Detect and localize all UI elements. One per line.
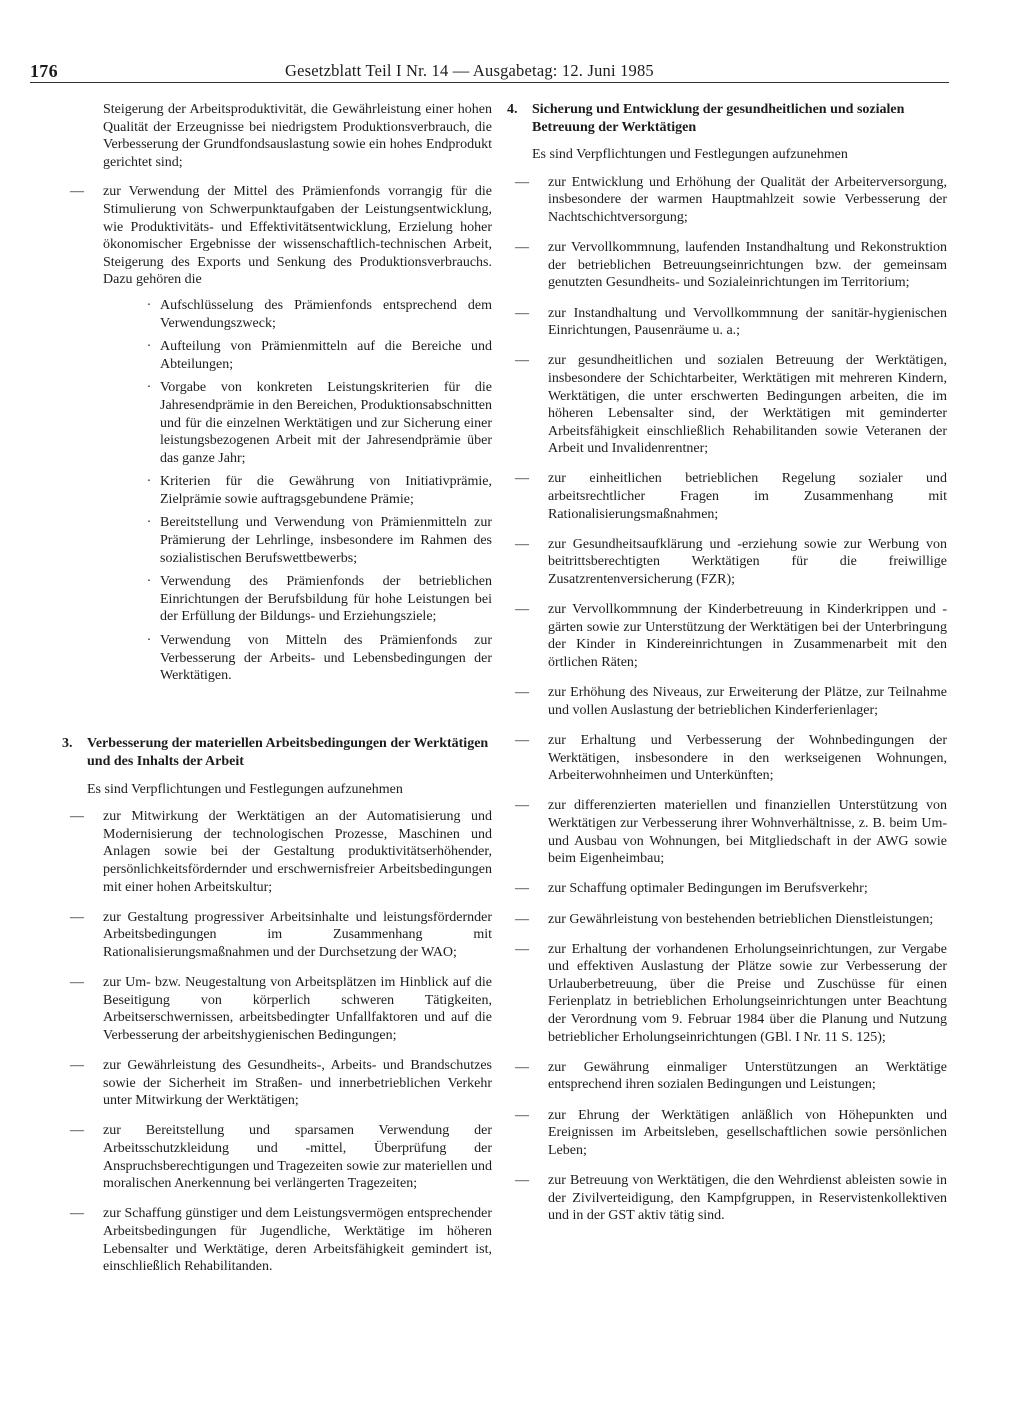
dash-marker: — — [70, 1206, 84, 1222]
section-3-heading — [62, 735, 492, 770]
list-item-text: zur Instandhaltung und Vervollkommnung der sanitär-hygienischen Einrichtungen, Pausenräume u. a.; — [548, 305, 947, 339]
bullet-marker: · — [146, 339, 152, 355]
sublist-item — [103, 338, 492, 373]
list-item-text: zur Betreuung von Werktätigen, die den Wehrdienst ableisten sowie in der Zivilverteidigung, den Kampfgruppen, in Reservistenkollektiven und in der GST aktiv tätig sind. — [548, 1173, 947, 1224]
dash-marker: — — [515, 1173, 529, 1188]
list-item — [507, 536, 947, 589]
opening-paragraph: Steigerung der Arbeitsproduktivität, die Gewährleistung einer hohen Qualität der Erzeugnisse bei niedrigstem Produktionsverbrauch, die Verbesserung der Grundfondsauslastung sowie ein hohes Endprodukt gerichtet sind; — [103, 102, 492, 170]
section-number: 3. — [62, 736, 73, 752]
bullet-marker: · — [146, 633, 152, 649]
list-item-text: zur Gestaltung progressiver Arbeitsinhalte und leistungsfördernder Arbeitsbedingungen im Zusammenhang mit Rationalisierungsmaßnahmen und der Durchsetzung der WAO; — [103, 909, 492, 960]
list-item — [507, 1059, 947, 1094]
header-rule — [30, 82, 949, 83]
dash-marker: — — [515, 471, 529, 487]
sublist-item-text: Verwendung des Prämienfonds der betrieblichen Einrichtungen der Berufsbildung für hohe Leistungen bei der Erfüllung der Bildungs- und Erziehungsziele; — [160, 574, 492, 625]
list-item-text: zur Schaffung günstiger und dem Leistungsvermögen entsprechender Arbeitsbedingungen für Jugendliche, Werktätige im höheren Lebensalter und Werktätige, deren Arbeitsfähigkeit gemindert ist, einschließlich Rehabilitanden. — [103, 1206, 492, 1275]
list-item-text: zur Erhaltung und Verbesserung der Wohnbedingungen der Werktätigen, insbesondere in den werkseigenen Wohnungen, Arbeiterwohnheimen und Unterkünften; — [548, 732, 947, 784]
sublist-item-text: Verwendung von Mitteln des Prämienfonds zur Verbesserung der Arbeits- und Lebensbedingungen der Werktätigen. — [160, 633, 492, 684]
bullet-marker: · — [146, 574, 152, 590]
list-item-text: zur Erhöhung des Niveaus, zur Erweiterung der Plätze, zur Teilnahme und vollen Auslastung der betrieblichen Kinderferienlager; — [548, 685, 947, 718]
dash-marker: — — [515, 881, 529, 897]
list-item-text: zur einheitlichen betrieblichen Regelung sozialer und arbeitsrechtlicher Fragen im Zusammenhang mit Rationalisierungsmaßnahmen; — [548, 471, 947, 522]
dash-marker: — — [515, 1107, 529, 1123]
section-number: 4. — [507, 102, 518, 117]
list-item-text: zur Mitwirkung der Werktätigen an der Automatisierung und Modernisierung der technologischen Prozesse, Maschinen und Anlagen sowie bei der Gestaltung produktivitätserhöhender, persönlichkeitsfördernder und erschwernisfreier Arbeitsbedingungen mit einer hohen Arbeitskultur; — [103, 809, 492, 895]
dash-marker: — — [515, 240, 529, 256]
list-item — [507, 305, 947, 340]
bullet-marker: · — [146, 515, 152, 531]
sublist-item-text: Aufschlüsselung des Prämienfonds entsprechend dem Verwendungszweck; — [160, 297, 492, 331]
bonus-sublist — [103, 297, 492, 685]
list-item-text: zur Gewährleistung von bestehenden betrieblichen Dienstleistungen; — [548, 911, 934, 927]
sublist-item — [103, 514, 492, 567]
section-title: Verbesserung der materiellen Arbeitsbedingungen der Werktätigen und des Inhalts der Arbeit — [87, 736, 489, 769]
dash-marker: — — [70, 909, 84, 925]
list-item-text: zur Gewährleistung des Gesundheits-, Arbeits- und Brandschutzes sowie der Sicherheit im Straßen- und innerbetrieblichen Verkehr unter Mitwirkung der Werktätigen; — [103, 1058, 492, 1109]
sublist-item-text: Vorgabe von konkreten Leistungskriterien für die Jahresendprämie in den Bereichen, Produktionsabschnitten und für die einzelnen Werktätigen und zur Sicherung einer leistungsbezogenen Arbeit mit der Jahresendprämie über das ganze Jahr; — [160, 380, 492, 466]
dash-marker: — — [515, 685, 529, 701]
page-number: 176 — [30, 61, 58, 81]
sublist-item-text: Aufteilung von Prämienmitteln auf die Bereiche und Abteilungen; — [160, 339, 492, 372]
sublist-item — [103, 573, 492, 626]
dash-marker: — — [515, 174, 529, 190]
dash-marker: — — [515, 602, 529, 618]
list-item — [62, 909, 492, 962]
list-item-text: zur Ehrung der Werktätigen anläßlich von Höhepunkten und Ereignissen im Arbeitsleben, gesellschaftlichen sowie persönlichen Leben; — [548, 1107, 947, 1158]
sublist-item-text: Kriterien für die Gewährung von Initiativprämie, Zielprämie sowie auftragsgebundene Prämie; — [160, 474, 492, 507]
list-item-text: zur Vervollkommnung, laufenden Instandhaltung und Rekonstruktion der betrieblichen Betreuungseinrichtungen bzw. der gemeinsam genutzten Gesundheits- und Sozialeinrichtungen im Territorium; — [548, 240, 947, 291]
list-item-text: zur Vervollkommnung der Kinderbetreuung in Kinderkrippen und -gärten sowie zur Unterstützung der Werktätigen bei der Unterbringung der Kinder in Kindereinrichtungen in Zusammenarbeit mit den örtlichen Räten; — [548, 602, 947, 670]
dash-marker: — — [70, 809, 84, 825]
bullet-marker: · — [146, 380, 152, 396]
list-item — [507, 352, 947, 458]
list-item — [507, 684, 947, 719]
list-item — [507, 880, 947, 898]
dash-marker: — — [515, 353, 529, 369]
sublist-item-text: Bereitstellung und Verwendung von Prämienmitteln zur Prämierung der Lehrlinge, insbesondere im Rahmen des sozialistischen Berufswettbewerbs; — [160, 515, 492, 566]
list-item-text: zur differenzierten materiellen und finanziellen Unterstützung von Werktätigen zur Verbesserung ihrer Wohnverhältnisse, z. B. beim Um- und Ausbau von Wohnungen, bei Mitgliedschaft in der AWG sowie beim Eigenheimbau; — [548, 798, 947, 867]
dash-marker: — — [515, 536, 529, 552]
dash-marker: — — [70, 1058, 84, 1074]
list-item-text: zur Bereitstellung und sparsamen Verwendung der Arbeitsschutzkleidung und -mittel, Überprüfung der Anspruchsberechtigungen und Tragezeiten sowie zur materiellen und moralischen Anerkennung bei verlängerten Tragezeiten; — [103, 1123, 492, 1192]
list-item-text: zur Gesundheitsaufklärung und -erziehung sowie zur Werbung von beitrittsberechtigten Werktätigen für die freiwillige Zusatzrentenversicherung (FZR); — [548, 536, 947, 588]
dash-marker: — — [515, 732, 529, 748]
list-item-text: zur Entwicklung und Erhöhung der Qualität der Arbeiterversorgung, insbesondere der warmen Hauptmahlzeit sowie Verbesserung der Nachtschichtversorgung; — [548, 174, 947, 225]
dash-marker: — — [515, 305, 529, 321]
bullet-marker: · — [146, 474, 152, 490]
dash-marker: — — [70, 1123, 84, 1139]
section-4-intro: Es sind Verpflichtungen und Festlegungen aufzunehmen — [532, 147, 848, 163]
list-item-text: zur Um- bzw. Neugestaltung von Arbeitsplätzen im Hinblick auf die Beseitigung von körperlich schweren Tätigkeiten, Arbeitserschwernissen, arbeitsbedingter Unfallfaktoren und auf die Verbesserung der arbeitshygienischen Bedingungen; — [103, 975, 492, 1043]
dash-marker: — — [515, 798, 529, 814]
bullet-marker: · — [146, 297, 152, 313]
dash-marker: — — [70, 184, 84, 200]
list-item-text: zur gesundheitlichen und sozialen Betreuung der Werktätigen, insbesondere der Schichtarbeiter, Werktätigen mit mehreren Kindern, Werktätigen, die unter erschwerten Bedingungen arbeiten, die im höheren Lebensalter sind, der Werktätigen mit geminderter Arbeitsfähigkeit einschließlich Rehabilitanden sowie Veteranen der Arbeit und Invalidenrentner; — [548, 353, 947, 457]
list-item-text: zur Erhaltung der vorhandenen Erholungseinrichtungen, zur Vergabe und effektiven Auslastung der Plätze sowie zur Verbesserung der Urlauberbetreuung, über die Preise und Zuschüsse für einen Ferienplatz in betrieblichen Erholungseinrichtungen unter Beachtung der Verordnung vom 9. Februar 1984 über die Planung und Nutzung betrieblicher Erholungseinrichtungen (GBl. I Nr. 11 S. 125); — [548, 941, 947, 1045]
list-item — [507, 941, 947, 1047]
sublist-item — [103, 632, 492, 685]
dash-marker: — — [515, 941, 529, 957]
left-column — [62, 101, 492, 1288]
list-item — [507, 797, 947, 867]
dash-marker: — — [70, 975, 84, 991]
list-item — [62, 1122, 492, 1192]
section-title: Sicherung und Entwicklung der gesundheitlichen und sozialen Betreuung der Werktätigen — [532, 102, 905, 135]
list-item — [507, 1107, 947, 1160]
list-item — [507, 732, 947, 785]
list-item — [62, 183, 492, 684]
list-item — [507, 601, 947, 671]
list-item — [507, 470, 947, 523]
section-3-intro: Es sind Verpflichtungen und Festlegungen aufzunehmen — [87, 781, 403, 797]
list-item — [507, 239, 947, 292]
list-item — [507, 174, 947, 227]
list-item-text: zur Gewährung einmaliger Unterstützungen an Werktätige entsprechend ihren sozialen Bedingungen und Leistungen; — [548, 1059, 947, 1093]
running-header: Gesetzblatt Teil I Nr. 14 — Ausgabetag: 12. Juni 1985 — [285, 61, 654, 80]
list-item — [62, 974, 492, 1044]
section-4-heading — [507, 101, 947, 136]
list-item — [62, 1205, 492, 1275]
dash-marker: — — [515, 911, 529, 927]
list-item — [62, 808, 492, 896]
dash-marker: — — [515, 1059, 529, 1075]
right-column — [507, 101, 947, 1237]
list-item — [507, 1172, 947, 1225]
list-item — [62, 1057, 492, 1110]
list-item-text: zur Schaffung optimaler Bedingungen im Berufsverkehr; — [548, 881, 868, 897]
sublist-item — [103, 379, 492, 467]
list-item — [507, 911, 947, 929]
sublist-item — [103, 473, 492, 508]
sublist-item — [103, 297, 492, 332]
list-item-text: zur Verwendung der Mittel des Prämienfonds vorrangig für die Stimulierung von Schwerpunktaufgaben der Leistungsentwicklung, wie Produktivitäts- und Effektivitätsentwicklung, Erzielung hoher ökonomischer Ergebnisse der wissenschaftlich-technischen Arbeit, Steigerung des Exports und Senkung des Produktionsverbrauchs. Dazu gehören die — [103, 184, 492, 288]
